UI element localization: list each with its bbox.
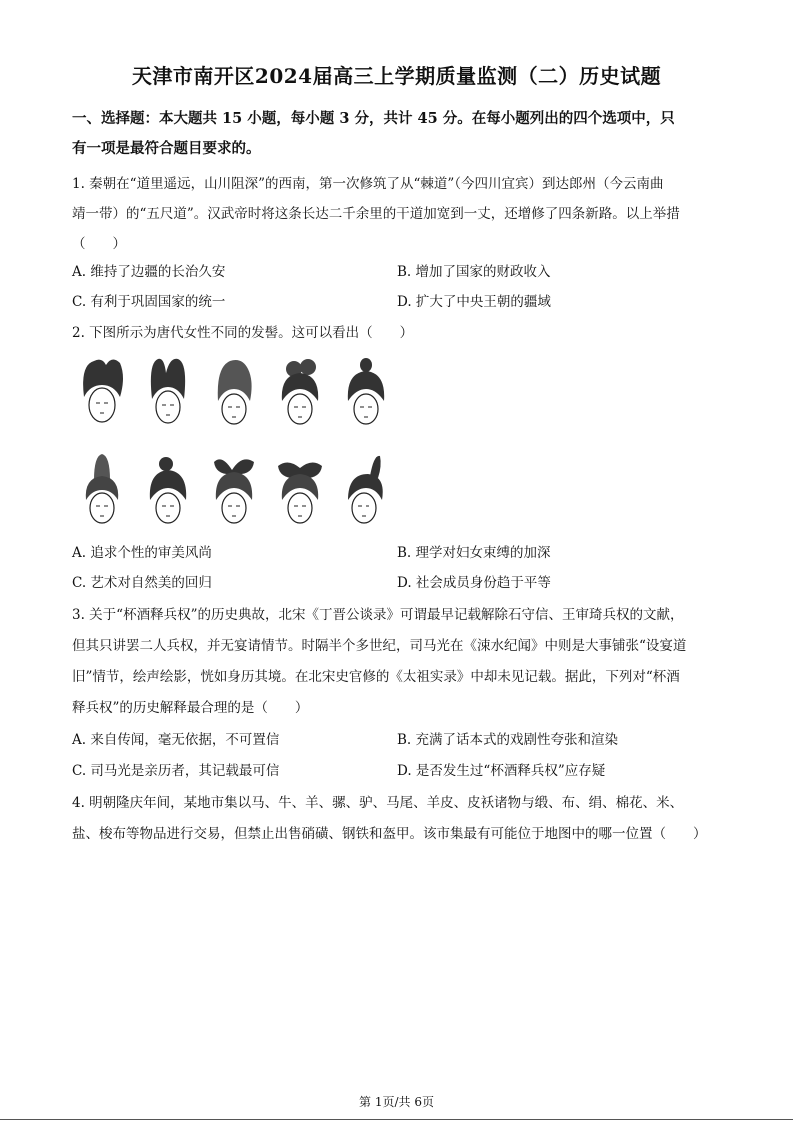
q3-option-b[interactable]: B. 充满了话本式的戏剧性夸张和渲染 bbox=[397, 732, 619, 748]
q1-option-b[interactable]: B. 增加了国家的财政收入 bbox=[397, 264, 551, 280]
hairstyle-figure-row1 bbox=[76, 355, 392, 433]
hairstyle-10-icon bbox=[340, 452, 392, 530]
q2-option-d[interactable]: D. 社会成员身份趋于平等 bbox=[397, 575, 551, 591]
q3-option-d[interactable]: D. 是否发生过“杯酒释兵权”应存疑 bbox=[397, 763, 606, 779]
hairstyle-3-icon bbox=[208, 355, 260, 433]
q2-option-b[interactable]: B. 理学对妇女束缚的加深 bbox=[397, 545, 551, 561]
hairstyle-1-icon bbox=[76, 355, 128, 433]
footer-rule bbox=[0, 1119, 793, 1120]
q3-option-c[interactable]: C. 司马光是亲历者，其记载最可信 bbox=[72, 763, 280, 779]
q1-stem-line1: 1. 秦朝在“道里遥远，山川阻深”的西南，第一次修筑了从“棘道”（今四川宜宾）到达郎州（今云南曲 bbox=[72, 176, 664, 192]
hairstyle-2-icon bbox=[142, 355, 194, 433]
q3-stem-line3: 旧”情节，绘声绘影，恍如身历其境。在北宋史官修的《太祖实录》中却未见记载。据此，下列对“杯酒 bbox=[72, 669, 680, 685]
page-footer: 第 1页/共 6页 bbox=[359, 1095, 434, 1109]
q1-option-d[interactable]: D. 扩大了中央王朝的疆域 bbox=[397, 294, 551, 310]
q2-option-c[interactable]: C. 艺术对自然美的回归 bbox=[72, 575, 212, 591]
exam-title: 天津市南开区2024届高三上学期质量监测（二）历史试题 bbox=[131, 64, 662, 88]
q1-stem-line3: （ ） bbox=[72, 236, 126, 252]
q3-stem-line4: 释兵权”的历史解释最合理的是（ ） bbox=[72, 700, 309, 716]
hairstyle-figure-row2 bbox=[76, 452, 392, 530]
hairstyle-5-icon bbox=[340, 355, 392, 433]
q1-option-a[interactable]: A. 维持了边疆的长治久安 bbox=[72, 264, 226, 280]
q3-option-a[interactable]: A. 来自传闻，毫无依据，不可置信 bbox=[72, 732, 280, 748]
q4-stem-line1: 4. 明朝隆庆年间，某地市集以马、牛、羊、骡、驴、马尾、羊皮、皮袄诸物与缎、布、绢、棉花、米、 bbox=[72, 795, 684, 811]
section-heading-line1: 一、选择题：本大题共 15 小题，每小题 3 分，共计 45 分。在每小题列出的四个选项中，只 bbox=[72, 110, 675, 127]
hairstyle-4-icon bbox=[274, 355, 326, 433]
q1-stem-line2: 靖一带）的“五尺道”。汉武帝时将这条长达二千余里的干道加宽到一丈，还增修了四条新路。以上举措 bbox=[72, 206, 680, 222]
q4-stem-line2: 盐、梭布等物品进行交易，但禁止出售硝磺、钢铁和盔甲。该市集最有可能位于地图中的哪一位置（ ） bbox=[72, 826, 707, 842]
q1-option-c[interactable]: C. 有利于巩固国家的统一 bbox=[72, 294, 226, 310]
hairstyle-9-icon bbox=[274, 452, 326, 530]
q2-option-a[interactable]: A. 追求个性的审美风尚 bbox=[72, 545, 212, 561]
q3-stem-line1: 3. 关于“杯酒释兵权”的历史典故，北宋《丁晋公谈录》可谓最早记载解除石守信、王审琦兵权的文献， bbox=[72, 607, 684, 623]
hairstyle-6-icon bbox=[76, 452, 128, 530]
hairstyle-7-icon bbox=[142, 452, 194, 530]
q3-stem-line2: 但其只讲罢二人兵权，并无宴请情节。时隔半个多世纪，司马光在《涑水纪闻》中则是大事铺张“设宴道 bbox=[72, 638, 687, 654]
hairstyle-8-icon bbox=[208, 452, 260, 530]
section-heading-line2: 有一项是最符合题目要求的。 bbox=[72, 140, 261, 157]
q2-stem: 2. 下图所示为唐代女性不同的发髻。这可以看出（ ） bbox=[72, 325, 414, 341]
